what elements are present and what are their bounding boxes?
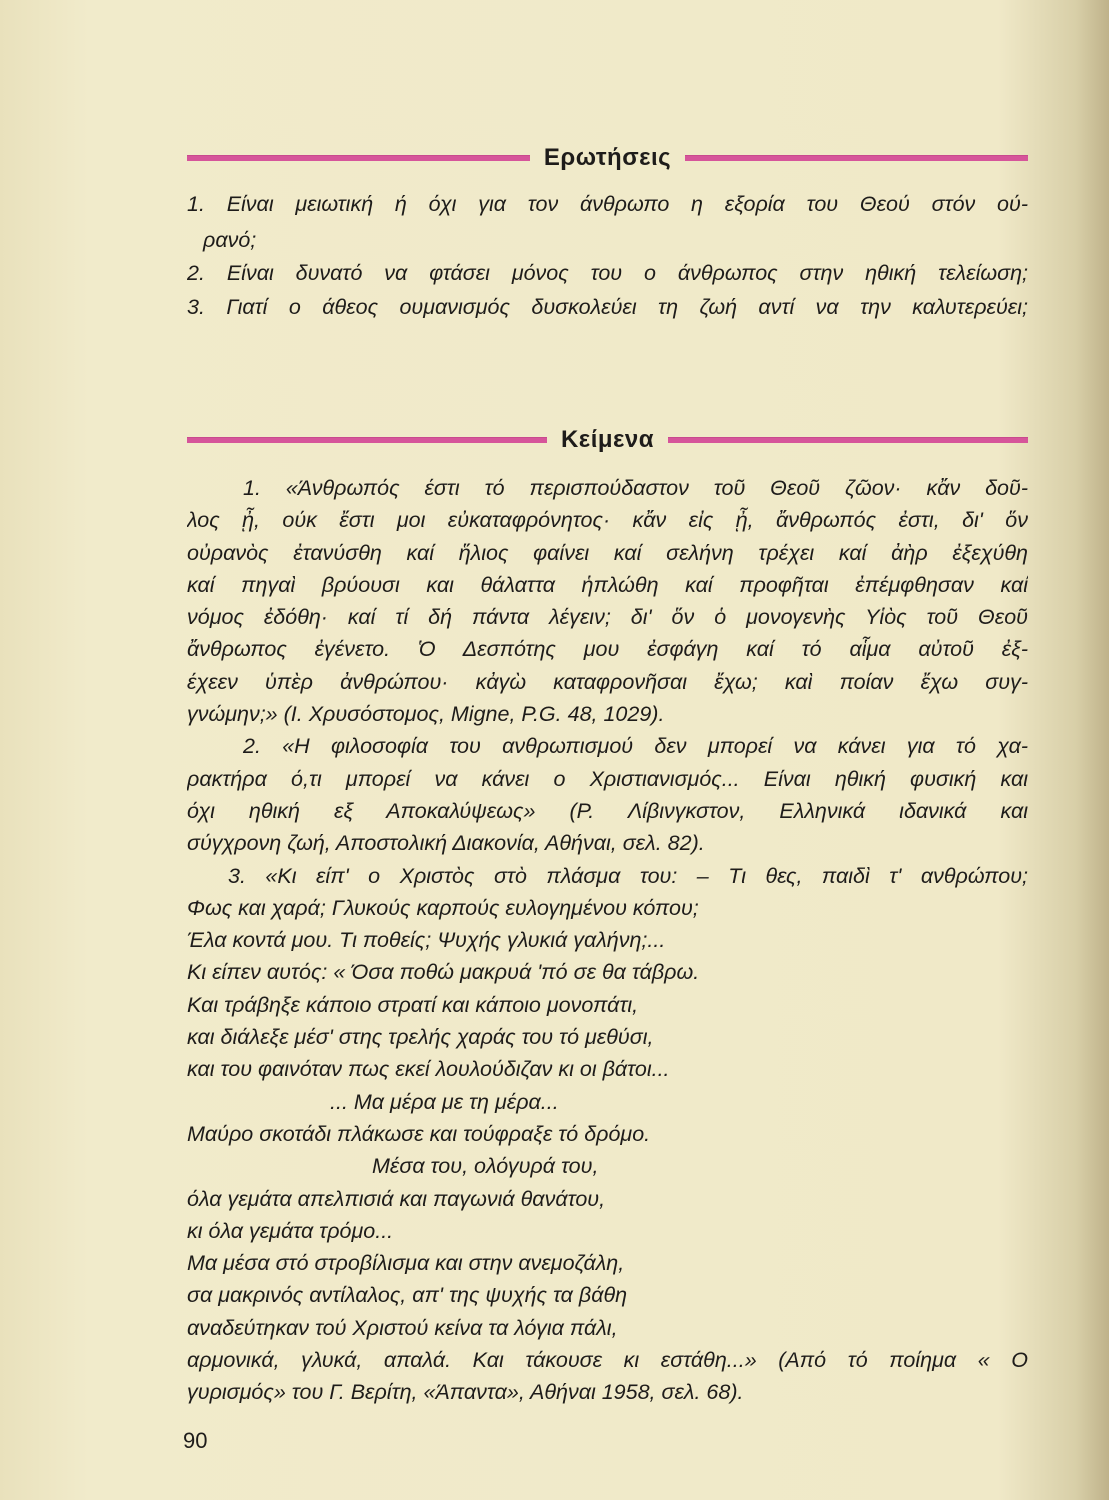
texts-heading [187, 426, 1028, 454]
text-line: κι όλα γεμάτα τρόμο... [187, 1218, 394, 1243]
text-line: γνώμην;» (Ι. Χρυσόστομος, Migne, P.G. 48, 1029). [187, 702, 665, 727]
texts-body [187, 472, 1028, 1409]
text-line: ... Μα μέρα με τη μέρα... [330, 1089, 559, 1114]
text-line: Μα μέσα στό στροβίλισμα και στην ανεμοζάλη, [187, 1251, 625, 1276]
question-line: 2. Είναι δυνατό να φτάσει μόνος του ο άνθρωπος στην ηθική τελείωση; [187, 261, 1028, 285]
questions-title: Ερωτήσεις [543, 144, 672, 171]
text-line: Μαύρο σκοτάδι πλάκωσε και τούφραξε τό δρόμο. [187, 1121, 651, 1146]
texts-title: Κείμενα [560, 426, 655, 453]
text-line: ρακτήρα ό,τι μπορεί να κάνει ο Χριστιανισμός... Είναι ηθική φυσική και [187, 766, 1028, 791]
text-line: Κι είπεν αυτός: « Όσα ποθώ μακρυά 'πό σε θα τάβρω. [187, 960, 700, 985]
questions-list [187, 192, 1028, 329]
text-line: νόμος ἐδόθη· καί τί δή πάντα λέγειν; δι' ὅν ὁ μονογενὴς Υἱὸς τοῦ Θεοῦ [187, 605, 1028, 630]
text-line: αναδεύτηκαν τού Χριστού κείνα τα λόγια πάλι, [187, 1315, 618, 1340]
text-line: λος ᾖ, ούκ ἔστι μοι εὐκαταφρόνητος· κἄν εἰς ᾖ, ἄνθρωπός ἐστι, δι' ὅν [187, 508, 1028, 533]
questions-heading [187, 144, 1028, 172]
page-number: 90 [183, 1428, 208, 1453]
heading-rule-right [685, 155, 1028, 161]
text-line: 2. «Η φιλοσοφία του ανθρωπισμού δεν μπορεί να κάνει για τό χα- [243, 734, 1028, 759]
text-line: γυρισμός» του Γ. Βερίτη, «Άπαντα», Αθήναι 1958, σελ. 68). [187, 1380, 744, 1405]
text-line: όλα γεμάτα απελπισιά και παγωνιά θανάτου, [187, 1186, 606, 1211]
text-line: καί πηγαὶ βρύουσι και θάλαττα ἡπλώθη καί προφῆται ἐπέμφθησαν καί [187, 572, 1028, 597]
text-line: 1. «Άνθρωπός έστι τό περισπούδαστον τοῦ Θεοῦ ζῶον· κἄν δοῦ- [243, 476, 1028, 500]
text-line: και του φαινόταν πως εκεί λουλούδιζαν κι οι βάτοι... [187, 1057, 670, 1082]
question-line: 3. Γιατί ο άθεος ουμανισμός δυσκολεύει τη ζωή αντί να την καλυτερεύει; [187, 295, 1028, 319]
question-line: 1. Είναι μειωτική ή όχι για τον άνθρωπο η εξορία του Θεού στόν ού- [187, 192, 1028, 216]
text-line: οὐρανὸς ἐτανύσθη καί ἥλιος φαίνει καί σελήνη τρέχει καί ἀὴρ ἐξεχύθη [187, 540, 1028, 565]
heading-rule-left [187, 155, 530, 161]
text-line: όχι ηθική εξ Αποκαλύψεως» (Ρ. Λίβινγκστον, Ελληνικά ιδανικά και [187, 798, 1028, 823]
text-line: Μέσα του, ολόγυρά του, [372, 1154, 599, 1179]
text-line: έχεεν ὑπὲρ ἀνθρώπου· κἀγὼ καταφρονῆσαι ἔχω; καὶ ποίαν ἔχω συγ- [187, 669, 1028, 694]
text-line: Έλα κοντά μου. Τι ποθείς; Ψυχής γλυκιά γαλήνη;... [187, 928, 666, 953]
text-line: 3. «Κι είπ' ο Χριστὸς στὸ πλάσμα του: – Τι θες, παιδὶ τ' ανθρώπου; [228, 863, 1028, 888]
text-line: σύγχρονη ζωή, Αποστολική Διακονία, Αθήναι, σελ. 82). [187, 831, 705, 856]
text-line: και διάλεξε μέσ' στης τρελής χαράς του τό μεθύσι, [187, 1025, 654, 1050]
text-line: σα μακρινός αντίλαλος, απ' της ψυχής τα βάθη [187, 1283, 628, 1308]
text-line: ἄνθρωπος ἐγένετο. Ὁ Δεσπότης μου ἐσφάγη καί τό αἷμα αὐτοῦ ἐξ- [187, 637, 1028, 662]
text-line: Φως και χαρά; Γλυκούς καρπούς ευλογημένου κόπου; [187, 895, 699, 920]
text-line: αρμονικά, γλυκά, απαλά. Και τάκουσε κι εστάθη...» (Από τό ποίημα « Ο [187, 1348, 1028, 1373]
question-line: ρανό; [203, 228, 257, 252]
heading-rule-right [668, 437, 1028, 443]
text-line: Και τράβηξε κάποιο στρατί και κάποιο μονοπάτι, [187, 992, 639, 1017]
heading-rule-left [187, 437, 547, 443]
